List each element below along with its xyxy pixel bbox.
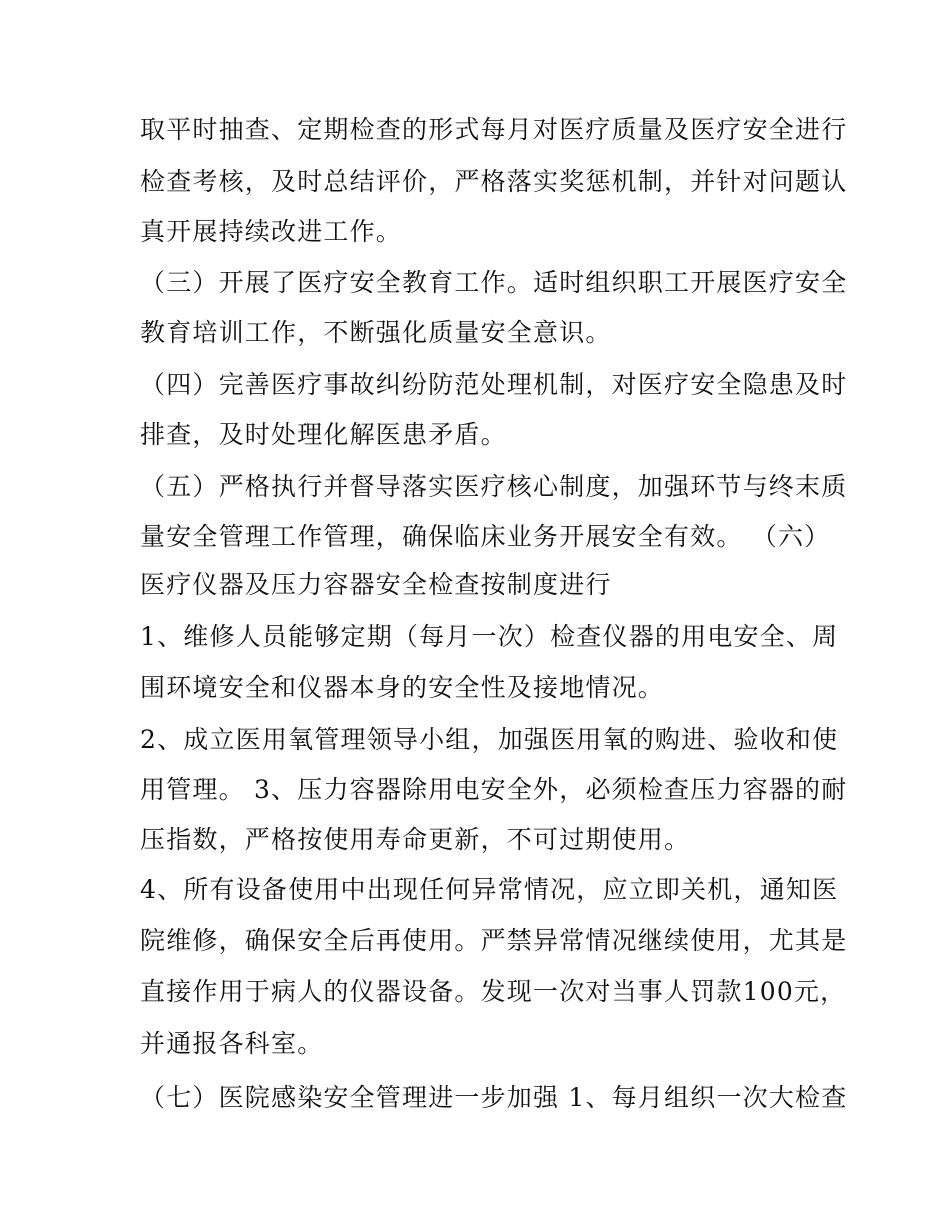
text-line: 检查考核，及时总结评价，严格落实奖惩机制，并针对问题认 bbox=[140, 167, 848, 196]
text-line: 医疗仪器及压力容器安全检查按制度进行 bbox=[140, 570, 612, 599]
text-line: 直接作用于病人的仪器设备。发现一次对当事人罚款100元， bbox=[140, 977, 847, 1006]
text-line: 量安全管理工作管理，确保临床业务开展安全有效。 （六） bbox=[140, 522, 831, 551]
text-line: 压指数，严格按使用寿命更新，不可过期使用。 bbox=[140, 825, 691, 854]
text-line: 用管理。 3、压力容器除用电安全外，必须检查压力容器的耐 bbox=[140, 775, 848, 804]
text-line: 4、所有设备使用中出现任何异常情况，应立即关机，通知医 bbox=[140, 875, 839, 904]
text-line: 取平时抽查、定期检查的形式每月对医疗质量及医疗安全进行 bbox=[140, 115, 848, 144]
text-line: 排查，及时处理化解医患矛盾。 bbox=[140, 420, 507, 449]
text-line: 围环境安全和仪器本身的安全性及接地情况。 bbox=[140, 673, 665, 702]
text-line: （七）医院感染安全管理进一步加强 1、每月组织一次大检查 bbox=[140, 1083, 848, 1112]
text-line: 院维修，确保安全后再使用。严禁异常情况继续使用，尤其是 bbox=[140, 926, 848, 955]
text-line: 并通报各科室。 bbox=[140, 1029, 324, 1058]
text-line: （四）完善医疗事故纠纷防范处理机制，对医疗安全隐患及时 bbox=[140, 370, 848, 399]
text-line: （五）严格执行并督导落实医疗核心制度，加强环节与终末质 bbox=[140, 472, 848, 501]
text-line: 真开展持续改进工作。 bbox=[140, 217, 403, 246]
text-line: （三）开展了医疗安全教育工作。适时组织职工开展医疗安全 bbox=[140, 268, 848, 297]
text-line: 2、成立医用氧管理领导小组，加强医用氧的购进、验收和使 bbox=[140, 725, 839, 754]
text-line: 1、维修人员能够定期（每月一次）检查仪器的用电安全、周 bbox=[140, 622, 839, 651]
text-line: 教育培训工作，不断强化质量安全意识。 bbox=[140, 318, 612, 347]
